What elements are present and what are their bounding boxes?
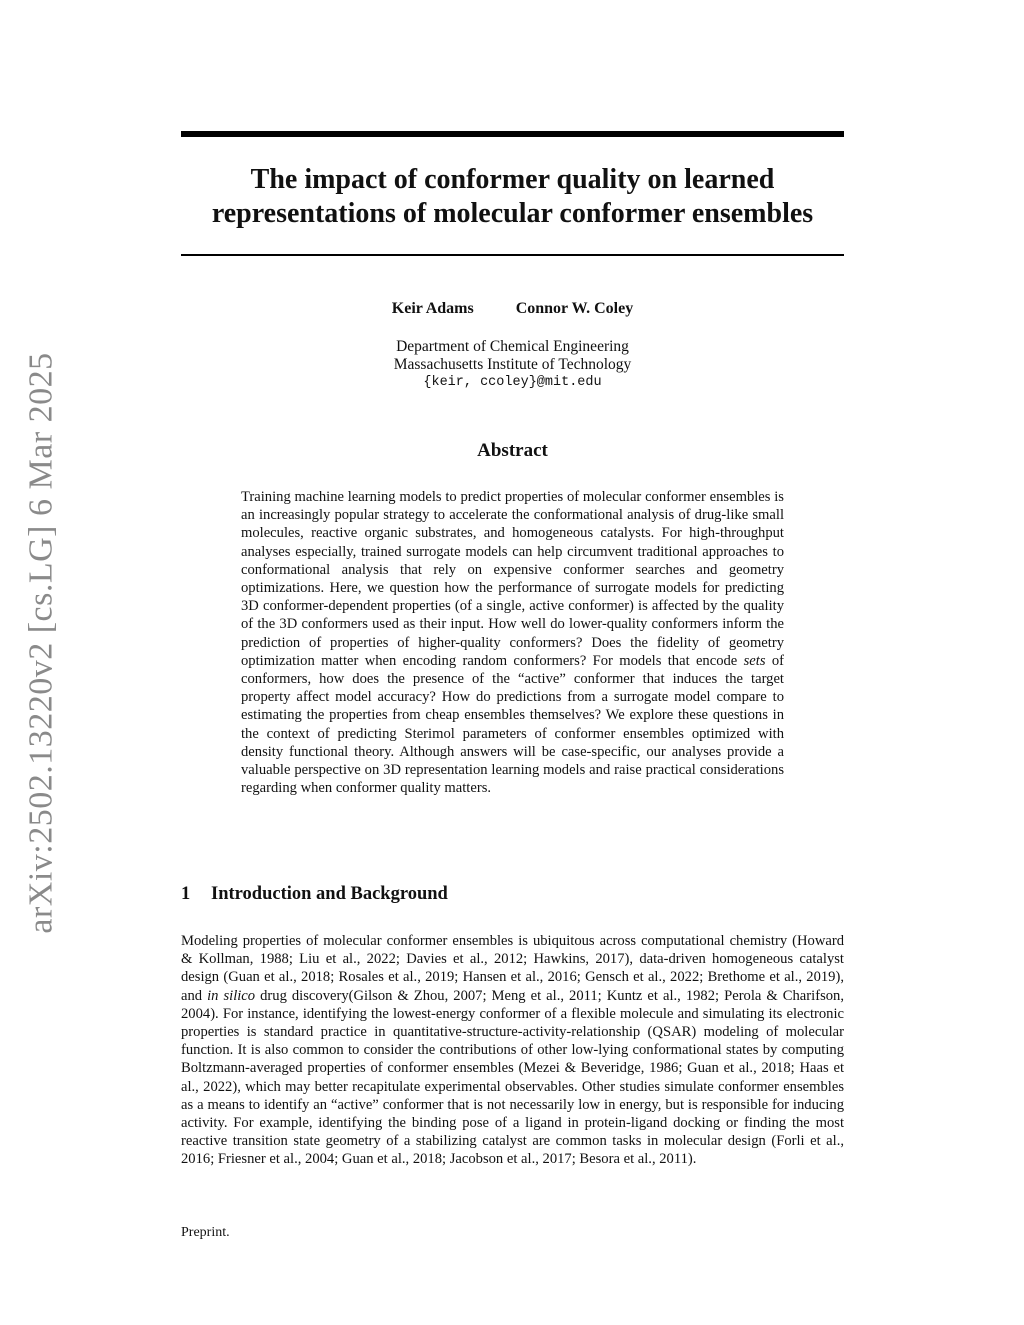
affiliation-block bbox=[181, 338, 844, 392]
affiliation-department: Department of Chemical Engineering bbox=[396, 338, 629, 355]
preprint-footer: Preprint. bbox=[181, 1225, 230, 1240]
title-top-rule bbox=[181, 131, 844, 137]
intro-text-part-1: Modeling properties of molecular conformer ensembles is ubiquitous across computational chemistry (Howard & Kollman, 1988; Liu et al., 2022; Davies et al., 2012; Hawkins, 2017), data-driven homogeneous catalyst design (Guan et al., 2018; Rosales et al., 2019; Hansen et al., 2016; Gensch et al., 2022; Brethome et al., 2019), and bbox=[181, 933, 844, 1004]
affiliation-email: {keir, ccoley}@mit.edu bbox=[423, 375, 602, 390]
author-list bbox=[181, 300, 844, 318]
abstract-text-part-1: Training machine learning models to predict properties of molecular conformer ensembles is an increasingly popular strategy to accelerate the conformational analysis of drug-like small molecules, reactive organic substrates, and homogeneous catalysts. For high-throughput analyses especially, trained surrogate models can help circumvent traditional approaches to conformational analysis that rely on expensive conformer searches and geometry optimizations. Here, we question how the performance of surrogate models for predicting 3D conformer-dependent properties (of a single, active conformer) is affected by the quality of the 3D conformers used as their input. How well do lower-quality conformers inform the prediction of properties of higher-quality conformers? Does the fidelity of geometry optimization matter when encoding random conformers? For models that encode bbox=[241, 489, 784, 669]
section-title: Introduction and Background bbox=[211, 884, 448, 904]
author-connor-coley: Connor W. Coley bbox=[515, 300, 634, 317]
paper-title bbox=[181, 163, 844, 231]
arxiv-identifier-stamp bbox=[22, 352, 62, 934]
intro-text-part-2: drug discovery(Gilson & Zhou, 2007; Meng et al., 2011; Kuntz et al., 1982; Perola & Charifson, 2004). For instance, identifying the lowest-energy conformer of a flexible molecule and simulating its electronic properties is standard practice in quantitative-structure-activity-relationship (QSAR) modeling of molecular function. It is also common to consider the contributions of other low-lying conformational states by computing Boltzmann-averaged properties of conformer ensembles (Mezei & Beveridge, 1986; Guan et al., 2018; Haas et al., 2022), which may better recapitulate experimental observables. Other studies simulate conformer ensembles as a means to identify an “active” conformer that is not necessarily low in energy, but is responsible for inducing activity. For example, identifying the binding pose of a ligand in protein-ligand docking or finding the most reactive transition state geometry of a stabilizing catalyst are common tasks in molecular design (Forli et al., 2016; Friesner et al., 2004; Guan et al., 2018; Jacobson et al., 2017; Besora et al., 2011). bbox=[181, 987, 844, 1168]
title-bottom-rule bbox=[181, 254, 844, 256]
section-heading-introduction bbox=[181, 884, 448, 905]
arxiv-identifier-text: arXiv:2502.13220v2 [cs.LG] 6 Mar 2025 bbox=[23, 352, 61, 934]
abstract-body bbox=[241, 488, 784, 797]
abstract-italic-sets: sets bbox=[743, 652, 766, 669]
section-number: 1 bbox=[181, 884, 191, 904]
introduction-paragraph bbox=[181, 932, 844, 1169]
abstract-heading: Abstract bbox=[477, 440, 548, 461]
title-line-2: representations of molecular conformer ensembles bbox=[211, 198, 814, 229]
intro-italic-in-silico: in silico bbox=[207, 987, 256, 1004]
affiliation-institute: Massachusetts Institute of Technology bbox=[393, 356, 632, 373]
title-line-1: The impact of conformer quality on learned bbox=[250, 164, 775, 195]
abstract-text-part-2: of conformers, how does the presence of the “active” conformer that induces the target property affect model accuracy? How do predictions from a surrogate model compare to estimating the properties from cheap ensembles themselves? We explore these questions in the context of predicting Sterimol parameters of conformer ensembles optimized with density functional theory. Although answers will be case-specific, our analyses provide a valuable perspective on 3D representation learning models and raise practical considerations regarding when conformer quality matters. bbox=[241, 652, 785, 797]
author-keir-adams: Keir Adams bbox=[391, 300, 474, 317]
